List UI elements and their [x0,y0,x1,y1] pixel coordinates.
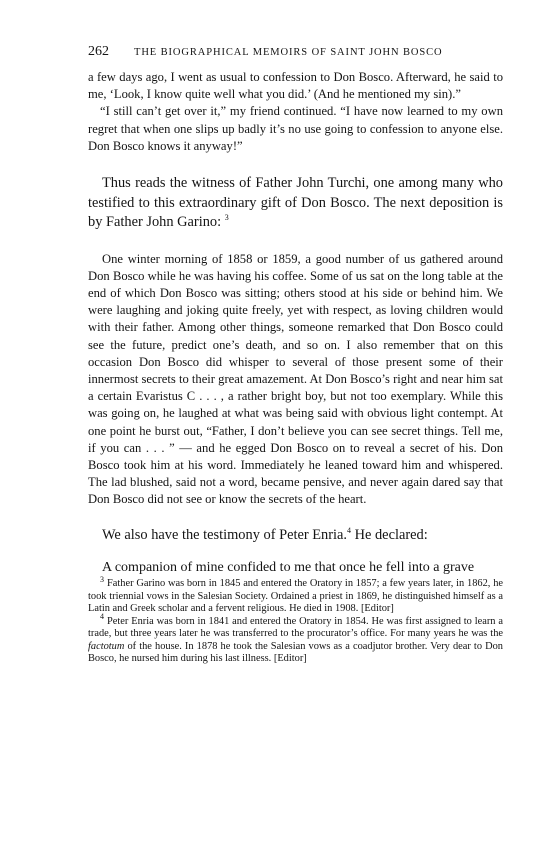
narrative-text: Thus reads the witness of Father John Turchi, one among many who testified to this extraordinary gift of Don Bosco. The next deposition is by Father John Garino: [88,175,503,231]
narrative-paragraph [88,526,503,546]
quote-block-garino [88,251,503,509]
quote-paragraph: One winter morning of 1858 or 1859, a good number of us gathered around Don Bosco while he was having his coffee. Some of us sat on the long table at the end of which Don Bosco was sitting; others stood at his side or behind him. We were laughing and joking quite freely, yet with respect, as loving children would with their father. Among other things, someone remarked that Don Bosco could see the future, predict one’s death, and so on. I also remember that on this occasion Don Bosco did whisper to several of those present some of their innermost secrets to their great amazement. At Don Bosco’s right and near him sat a certain Evaristus C . . . , a rather bright boy, but not too exemplary. While this was going on, he laughed at what was being said with obvious light contempt. At one point he burst out, “Father, I don’t believe you can see secret things. Tell me, if you can . . . ” — and he egged Don Bosco on to reveal a secret of his. Don Bosco took him at his word. Immediately he leaned toward him and whispered. The lad blushed, said not a word, became pensive, and never again dared say that Don Bosco did not see or know the secrets of the heart. [88,251,503,507]
footnote [88,612,503,666]
narrative-text: He declared: [351,526,428,543]
page-number: 262 [88,44,109,59]
footnotes [88,574,503,666]
footnote-text: of the house. In 1878 he took the Salesian vows as a coadjutor brother. Very dear to Don Bosco, he nursed him during his last illness. [Editor] [88,640,503,665]
quote-paragraph: “I still can’t get over it,” my friend continued. “I have now learned to my own regret that when one slips up badly it’s no use going to confession to anyone else. Don Bosco knows it anyway!” [88,104,503,153]
footnote-mark: 4 [100,612,104,622]
footnote-ref: 3 [224,213,229,223]
footnote-text: Peter Enria was born in 1841 and entered the Oratory in 1854. He was first assigned to learn a trade, but three years later he was transferred to the procurator’s office. For many years he was the [88,615,503,640]
footnote-text: Father Garino was born in 1845 and entered the Oratory in 1857; a few years later, in 1862, he took triennial vows in the Salesian Society. Ordained a priest in 1869, he distinguished himself as a Latin and Greek scholar and a fervent religious. He died in 1908. [Editor] [88,578,503,615]
book-page [88,44,503,666]
narrative-text: We also have the testimony of Peter Enria. [102,526,348,543]
running-title: THE BIOGRAPHICAL MEMOIRS OF SAINT JOHN BOSCO [134,47,443,58]
footnote [88,574,503,616]
quote-block-enria [88,559,503,576]
quote-paragraph: A companion of mine confided to me that once he fell into a grave [102,560,475,576]
footnote-ref: 4 [347,525,352,535]
footnote-mark: 3 [100,574,104,584]
quote-block-turchi [88,69,503,155]
page-header [88,44,503,66]
narrative-paragraph [88,174,503,233]
quote-paragraph: a few days ago, I went as usual to confession to Don Bosco. Afterward, he said to me, ‘Look, I know quite well what you did.’ (And he mentioned my sin).” [88,70,503,102]
footnote-emphasis: factotum [88,640,125,652]
